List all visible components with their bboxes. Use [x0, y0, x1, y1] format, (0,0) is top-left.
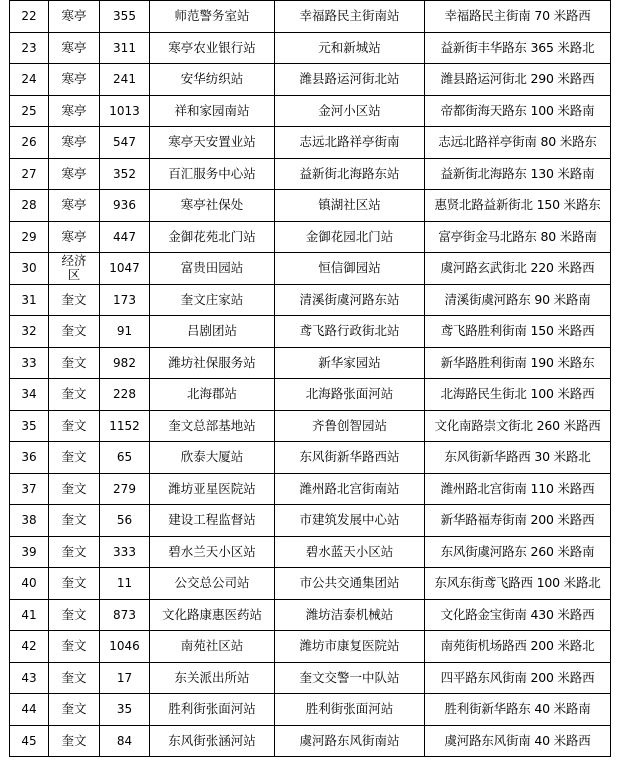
- address-cell: 鸢飞路胜利街南 150 米路西: [425, 316, 611, 348]
- table-row: [10, 284, 611, 316]
- site-name-cell: 东风街张涵河站: [150, 725, 275, 757]
- count-cell: 547: [100, 127, 150, 159]
- bus-stop-cell: 虞河路东风街南站: [275, 725, 425, 757]
- district-cell: 寒亭: [49, 158, 100, 190]
- table-row: [10, 316, 611, 348]
- site-name-cell: 潍坊亚星医院站: [150, 473, 275, 505]
- address-cell: 胜利街新华路东 40 米路南: [425, 694, 611, 726]
- table-row: [10, 379, 611, 411]
- count-cell: 333: [100, 536, 150, 568]
- row-index-cell: 38: [10, 505, 49, 537]
- site-name-cell: 百汇服务中心站: [150, 158, 275, 190]
- count-cell: 35: [100, 694, 150, 726]
- district-cell: 奎文: [49, 347, 100, 379]
- count-cell: 447: [100, 221, 150, 253]
- bus-stop-cell: 新华家园站: [275, 347, 425, 379]
- district-cell: 奎文: [49, 536, 100, 568]
- district-cell: 寒亭: [49, 64, 100, 96]
- count-cell: 1047: [100, 253, 150, 285]
- bus-stop-cell: 益新街北海路东站: [275, 158, 425, 190]
- address-cell: 益新街丰华路东 365 米路北: [425, 32, 611, 64]
- district-cell: 奎文: [49, 662, 100, 694]
- bus-stop-cell: 奎文交警一中队站: [275, 662, 425, 694]
- bus-stop-cell: 恒信御园站: [275, 253, 425, 285]
- table-row: [10, 568, 611, 600]
- address-cell: 惠贤北路益新街北 150 米路东: [425, 190, 611, 222]
- district-cell: 奎文: [49, 725, 100, 757]
- count-cell: 279: [100, 473, 150, 505]
- row-index-cell: 40: [10, 568, 49, 600]
- site-name-cell: 北海郡站: [150, 379, 275, 411]
- address-cell: 虞河路东风街南 40 米路西: [425, 725, 611, 757]
- site-name-cell: 寒亭天安置业站: [150, 127, 275, 159]
- count-cell: 17: [100, 662, 150, 694]
- count-cell: 65: [100, 442, 150, 474]
- address-cell: 虞河路玄武街北 220 米路西: [425, 253, 611, 285]
- site-name-cell: 金御花苑北门站: [150, 221, 275, 253]
- district-cell: 奎文: [49, 284, 100, 316]
- district-cell: 奎文: [49, 568, 100, 600]
- table-row: [10, 95, 611, 127]
- address-cell: 帝都街海天路东 100 米路南: [425, 95, 611, 127]
- count-cell: 173: [100, 284, 150, 316]
- row-index-cell: 44: [10, 694, 49, 726]
- district-cell: 奎文: [49, 473, 100, 505]
- bus-stop-cell: 齐鲁创智园站: [275, 410, 425, 442]
- count-cell: 355: [100, 1, 150, 33]
- row-index-cell: 33: [10, 347, 49, 379]
- row-index-cell: 43: [10, 662, 49, 694]
- count-cell: 228: [100, 379, 150, 411]
- district-cell: 奎文: [49, 442, 100, 474]
- bus-stop-cell: 潍坊市康复医院站: [275, 631, 425, 663]
- site-name-cell: 寒亭农业银行站: [150, 32, 275, 64]
- table-row: [10, 127, 611, 159]
- count-cell: 873: [100, 599, 150, 631]
- district-cell: 寒亭: [49, 1, 100, 33]
- table-row: [10, 221, 611, 253]
- site-name-cell: 文化路康惠医药站: [150, 599, 275, 631]
- count-cell: 241: [100, 64, 150, 96]
- district-cell: 寒亭: [49, 32, 100, 64]
- row-index-cell: 32: [10, 316, 49, 348]
- address-cell: 文化路金宝街南 430 米路西: [425, 599, 611, 631]
- site-name-cell: 东关派出所站: [150, 662, 275, 694]
- site-name-cell: 胜利街张面河站: [150, 694, 275, 726]
- table-row: [10, 190, 611, 222]
- row-index-cell: 26: [10, 127, 49, 159]
- site-name-cell: 安华纺织站: [150, 64, 275, 96]
- row-index-cell: 45: [10, 725, 49, 757]
- table-row: [10, 725, 611, 757]
- table-row: [10, 631, 611, 663]
- bus-stop-cell: 金御花园北门站: [275, 221, 425, 253]
- table-row: [10, 1, 611, 33]
- district-cell: 寒亭: [49, 127, 100, 159]
- bus-stop-cell: 潍州路北宫街南站: [275, 473, 425, 505]
- address-cell: 潍州路北宫街南 110 米路西: [425, 473, 611, 505]
- count-cell: 936: [100, 190, 150, 222]
- address-cell: 清溪街虞河路东 90 米路南: [425, 284, 611, 316]
- table-row: [10, 442, 611, 474]
- table-row: [10, 410, 611, 442]
- site-name-cell: 潍坊社保服务站: [150, 347, 275, 379]
- count-cell: 11: [100, 568, 150, 600]
- count-cell: 56: [100, 505, 150, 537]
- district-cell: 经济区: [49, 253, 100, 285]
- bus-stop-cell: 潍县路运河街北站: [275, 64, 425, 96]
- district-cell: 奎文: [49, 599, 100, 631]
- site-name-cell: 吕剧团站: [150, 316, 275, 348]
- count-cell: 91: [100, 316, 150, 348]
- site-name-cell: 奎文总部基地站: [150, 410, 275, 442]
- address-cell: 富亭街金马北路东 80 米路南: [425, 221, 611, 253]
- bus-stop-cell: 潍坊洁泰机械站: [275, 599, 425, 631]
- row-index-cell: 31: [10, 284, 49, 316]
- bus-stop-cell: 东风街新华路西站: [275, 442, 425, 474]
- district-cell: 寒亭: [49, 221, 100, 253]
- address-cell: 新华路胜利街南 190 米路东: [425, 347, 611, 379]
- bus-stop-cell: 金河小区站: [275, 95, 425, 127]
- bus-stop-cell: 清溪街虞河路东站: [275, 284, 425, 316]
- address-cell: 北海路民生街北 100 米路西: [425, 379, 611, 411]
- count-cell: 1013: [100, 95, 150, 127]
- bus-stop-cell: 元和新城站: [275, 32, 425, 64]
- district-cell: 奎文: [49, 505, 100, 537]
- site-name-cell: 欣泰大厦站: [150, 442, 275, 474]
- address-cell: 东风东街鸢飞路西 100 米路北: [425, 568, 611, 600]
- site-name-cell: 祥和家园南站: [150, 95, 275, 127]
- count-cell: 1046: [100, 631, 150, 663]
- table-row: [10, 253, 611, 285]
- bus-stop-cell: 市建筑发展中心站: [275, 505, 425, 537]
- row-index-cell: 41: [10, 599, 49, 631]
- row-index-cell: 39: [10, 536, 49, 568]
- count-cell: 982: [100, 347, 150, 379]
- row-index-cell: 28: [10, 190, 49, 222]
- district-cell: 奎文: [49, 631, 100, 663]
- site-name-cell: 寒亭社保处: [150, 190, 275, 222]
- bus-stop-cell: 鸢飞路行政街北站: [275, 316, 425, 348]
- row-index-cell: 30: [10, 253, 49, 285]
- district-cell: 奎文: [49, 316, 100, 348]
- count-cell: 1152: [100, 410, 150, 442]
- bus-stop-cell: 碧水蓝天小区站: [275, 536, 425, 568]
- district-cell: 寒亭: [49, 95, 100, 127]
- table-row: [10, 505, 611, 537]
- bus-stop-cell: 市公共交通集团站: [275, 568, 425, 600]
- address-cell: 新华路福寿街南 200 米路西: [425, 505, 611, 537]
- district-cell: 寒亭: [49, 190, 100, 222]
- row-index-cell: 22: [10, 1, 49, 33]
- site-name-cell: 公交总公司站: [150, 568, 275, 600]
- district-cell: 奎文: [49, 410, 100, 442]
- count-cell: 352: [100, 158, 150, 190]
- row-index-cell: 34: [10, 379, 49, 411]
- row-index-cell: 29: [10, 221, 49, 253]
- table-row: [10, 347, 611, 379]
- row-index-cell: 27: [10, 158, 49, 190]
- bus-stop-cell: 镇湖社区站: [275, 190, 425, 222]
- address-cell: 东风街新华路西 30 米路北: [425, 442, 611, 474]
- district-cell: 奎文: [49, 694, 100, 726]
- address-cell: 志远北路祥亭街南 80 米路东: [425, 127, 611, 159]
- table-row: [10, 473, 611, 505]
- table-row: [10, 64, 611, 96]
- row-index-cell: 42: [10, 631, 49, 663]
- address-cell: 幸福路民主街南 70 米路西: [425, 1, 611, 33]
- table-row: [10, 599, 611, 631]
- district-cell: 奎文: [49, 379, 100, 411]
- row-index-cell: 36: [10, 442, 49, 474]
- count-cell: 311: [100, 32, 150, 64]
- address-cell: 潍县路运河街北 290 米路西: [425, 64, 611, 96]
- bus-stop-cell: 幸福路民主街南站: [275, 1, 425, 33]
- row-index-cell: 35: [10, 410, 49, 442]
- site-name-cell: 师范警务室站: [150, 1, 275, 33]
- site-name-cell: 建设工程监督站: [150, 505, 275, 537]
- row-index-cell: 37: [10, 473, 49, 505]
- bus-stop-cell: 志远北路祥亭街南: [275, 127, 425, 159]
- site-name-cell: 富贵田园站: [150, 253, 275, 285]
- table-row: [10, 536, 611, 568]
- address-cell: 东风街虞河路东 260 米路南: [425, 536, 611, 568]
- bus-stop-cell: 北海路张面河站: [275, 379, 425, 411]
- station-table: [9, 0, 611, 757]
- count-cell: 84: [100, 725, 150, 757]
- table-row: [10, 694, 611, 726]
- bus-stop-cell: 胜利街张面河站: [275, 694, 425, 726]
- table-row: [10, 32, 611, 64]
- address-cell: 四平路东风街南 200 米路西: [425, 662, 611, 694]
- site-name-cell: 碧水兰天小区站: [150, 536, 275, 568]
- site-name-cell: 奎文庄家站: [150, 284, 275, 316]
- table-row: [10, 158, 611, 190]
- row-index-cell: 23: [10, 32, 49, 64]
- table-body: [10, 1, 611, 757]
- address-cell: 南苑街机场路西 200 米路北: [425, 631, 611, 663]
- row-index-cell: 24: [10, 64, 49, 96]
- table-row: [10, 662, 611, 694]
- row-index-cell: 25: [10, 95, 49, 127]
- site-name-cell: 南苑社区站: [150, 631, 275, 663]
- address-cell: 文化南路崇文街北 260 米路西: [425, 410, 611, 442]
- address-cell: 益新街北海路东 130 米路南: [425, 158, 611, 190]
